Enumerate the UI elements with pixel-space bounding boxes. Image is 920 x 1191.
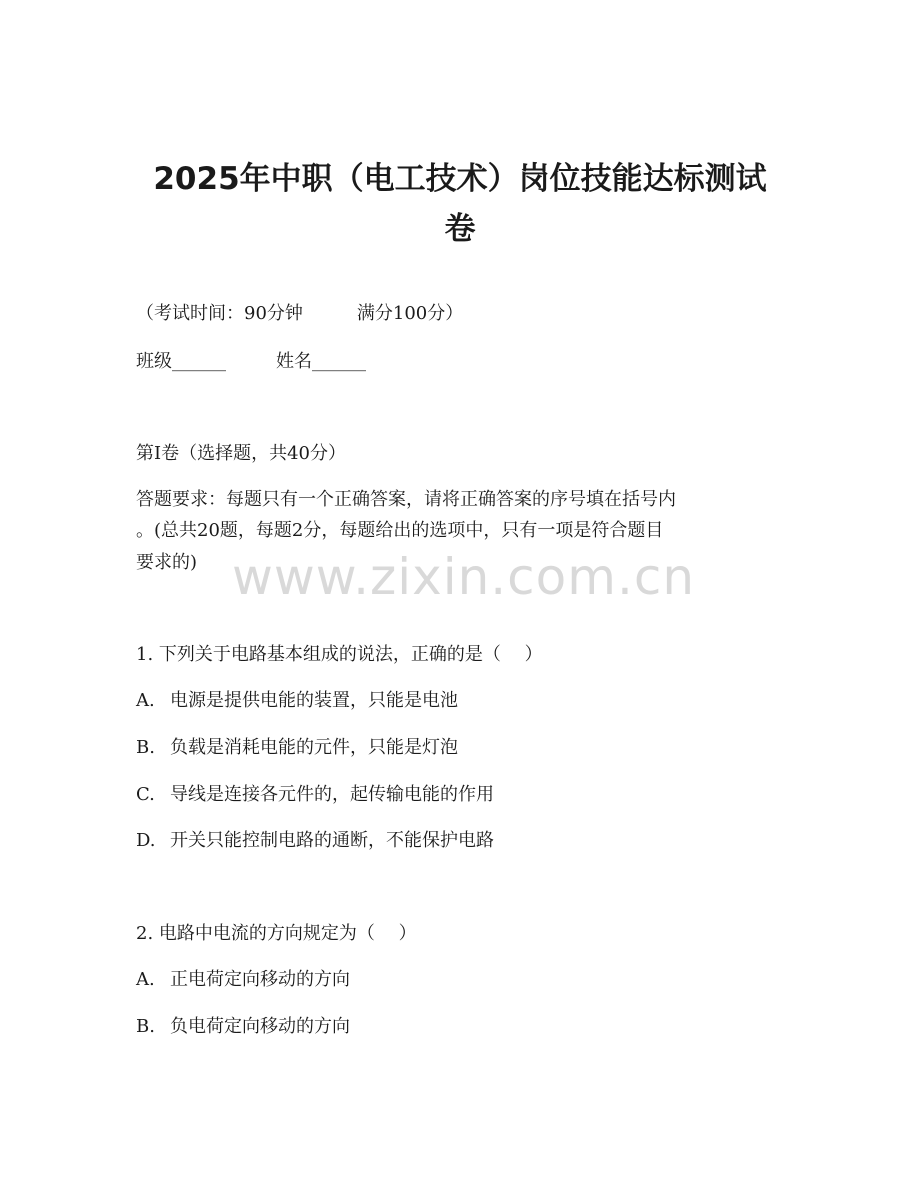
option-letter: C.: [136, 784, 155, 805]
option-letter: D.: [136, 830, 156, 851]
question-1-option-c: [136, 783, 494, 807]
question-2-option-b: [136, 1015, 350, 1039]
question-1-option-a: [136, 689, 458, 713]
question-2-stem: 2. 电路中电流的方向规定为（ ）: [136, 923, 417, 944]
option-letter: B.: [136, 737, 155, 758]
option-text: 导线是连接各元件的，起传输电能的作用: [170, 784, 494, 805]
question-1-option-b: [136, 736, 458, 760]
watermark: www.zixin.com.cn: [232, 548, 696, 606]
name-field-label: 姓名______: [276, 351, 366, 372]
exam-title-line-1: 2025年中职（电工技术）岗位技能达标测试: [153, 161, 767, 197]
instructions-line-2: 。(总共20题，每题2分，每题给出的选项中，只有一项是符合题目: [136, 520, 664, 541]
option-text: 负电荷定向移动的方向: [170, 1016, 350, 1037]
option-letter: B.: [136, 1016, 155, 1037]
option-text: 负载是消耗电能的元件，只能是灯泡: [170, 737, 458, 758]
question-1-stem: 1. 下列关于电路基本组成的说法，正确的是（ ）: [136, 644, 543, 665]
instructions-line-1: 答题要求：每题只有一个正确答案，请将正确答案的序号填在括号内: [136, 489, 676, 510]
option-letter: A.: [136, 690, 155, 711]
option-text: 电源是提供电能的装置，只能是电池: [170, 690, 458, 711]
question-1-option-d: [136, 829, 494, 853]
option-text: 开关只能控制电路的通断，不能保护电路: [170, 830, 494, 851]
option-letter: A.: [136, 969, 155, 990]
exam-title-line-2: 卷: [444, 211, 476, 247]
student-info-row: [136, 350, 366, 374]
section-heading: 第Ⅰ卷（选择题，共40分）: [136, 443, 347, 464]
class-field-label: 班级______: [136, 351, 226, 372]
exam-info: （考试时间：90分钟 满分100分）: [136, 303, 464, 324]
instructions-line-3: 要求的): [136, 552, 198, 573]
option-text: 正电荷定向移动的方向: [170, 969, 350, 990]
question-2-option-a: [136, 968, 350, 992]
